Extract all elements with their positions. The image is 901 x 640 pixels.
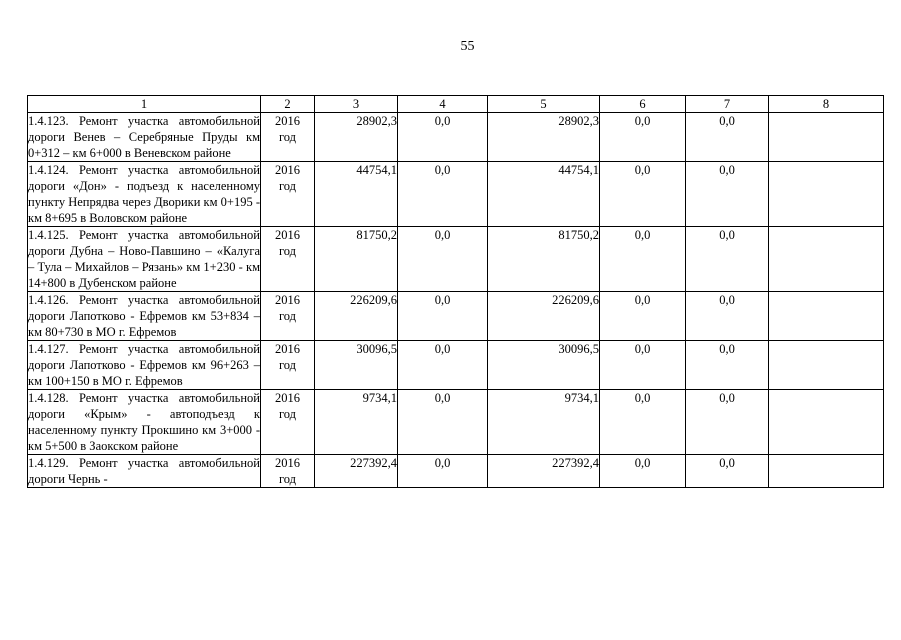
table-row [28,162,884,227]
row-col-5: 28902,3 [488,113,600,162]
row-col-8 [769,292,884,341]
row-col-6: 0,0 [600,292,686,341]
row-name: 1.4.123. Ремонт участка автомобильной дороги Венев – Серебряные Пруды км 0+312 – км 6+000 в Веневском районе [28,114,260,160]
row-col-7: 0,0 [686,162,769,227]
row-col-7: 0,0 [686,341,769,390]
row-col-4: 0,0 [398,113,488,162]
row-name: 1.4.128. Ремонт участка автомобильной дороги «Крым» - автоподъезд к населенному пункту Прокшино км 3+000 - км 5+500 в Заокском районе [28,391,260,453]
row-col-4: 0,0 [398,341,488,390]
row-col-3: 44754,1 [315,162,398,227]
row-col-4: 0,0 [398,292,488,341]
row-col-8 [769,227,884,292]
row-col-4: 0,0 [398,227,488,292]
header-col-2: 2 [261,96,315,113]
row-col-6: 0,0 [600,227,686,292]
row-col-5: 44754,1 [488,162,600,227]
row-col-6: 0,0 [600,113,686,162]
row-col-5: 226209,6 [488,292,600,341]
header-col-1: 1 [28,96,261,113]
table-row [28,292,884,341]
row-name-cell [28,292,261,341]
row-col-7: 0,0 [686,227,769,292]
row-col-7: 0,0 [686,455,769,488]
row-col-4: 0,0 [398,390,488,455]
table-header-row [28,96,884,113]
row-year: 2016 год [261,390,315,455]
row-col-3: 28902,3 [315,113,398,162]
row-name: 1.4.129. Ремонт участка автомобильной дороги Чернь - [28,456,260,486]
row-col-4: 0,0 [398,162,488,227]
row-col-8 [769,341,884,390]
row-name-cell [28,113,261,162]
row-col-6: 0,0 [600,162,686,227]
row-col-5: 81750,2 [488,227,600,292]
row-col-8 [769,113,884,162]
row-year: 2016 год [261,292,315,341]
row-col-8 [769,455,884,488]
table-row [28,455,884,488]
header-col-3: 3 [315,96,398,113]
table-row [28,227,884,292]
header-col-5: 5 [488,96,600,113]
row-name-cell [28,390,261,455]
row-name: 1.4.125. Ремонт участка автомобильной дороги Дубна – Ново-Павшино – «Калуга – Тула – Михайлов – Рязань» км 1+230 - км 14+800 в Дубенском районе [28,228,260,290]
row-year: 2016 год [261,227,315,292]
budget-table [27,95,884,488]
row-name: 1.4.127. Ремонт участка автомобильной дороги Лапотково - Ефремов км 96+263 – км 100+150 в МО г. Ефремов [28,342,260,388]
header-col-8: 8 [769,96,884,113]
table-row [28,341,884,390]
table-row [28,113,884,162]
row-name: 1.4.126. Ремонт участка автомобильной дороги Лапотково - Ефремов км 53+834 – км 80+730 в МО г. Ефремов [28,293,260,339]
row-name: 1.4.124. Ремонт участка автомобильной дороги «Дон» - подъезд к населенному пункту Непрядва через Дворики км 0+195 - км 8+695 в Воловском районе [28,163,260,225]
row-col-6: 0,0 [600,341,686,390]
row-year: 2016 год [261,341,315,390]
row-col-5: 9734,1 [488,390,600,455]
row-col-6: 0,0 [600,390,686,455]
row-name-cell [28,162,261,227]
row-col-5: 30096,5 [488,341,600,390]
row-name-cell [28,455,261,488]
row-col-3: 227392,4 [315,455,398,488]
row-col-8 [769,390,884,455]
row-col-3: 226209,6 [315,292,398,341]
row-name-cell [28,341,261,390]
row-year: 2016 год [261,113,315,162]
row-col-4: 0,0 [398,455,488,488]
row-name-cell [28,227,261,292]
header-col-7: 7 [686,96,769,113]
row-col-3: 30096,5 [315,341,398,390]
row-col-5: 227392,4 [488,455,600,488]
header-col-4: 4 [398,96,488,113]
row-col-3: 9734,1 [315,390,398,455]
page-number: 55 [460,39,475,54]
table-row [28,390,884,455]
row-col-8 [769,162,884,227]
row-col-7: 0,0 [686,292,769,341]
row-col-7: 0,0 [686,390,769,455]
row-year: 2016 год [261,455,315,488]
row-col-7: 0,0 [686,113,769,162]
header-col-6: 6 [600,96,686,113]
row-col-3: 81750,2 [315,227,398,292]
row-col-6: 0,0 [600,455,686,488]
row-year: 2016 год [261,162,315,227]
